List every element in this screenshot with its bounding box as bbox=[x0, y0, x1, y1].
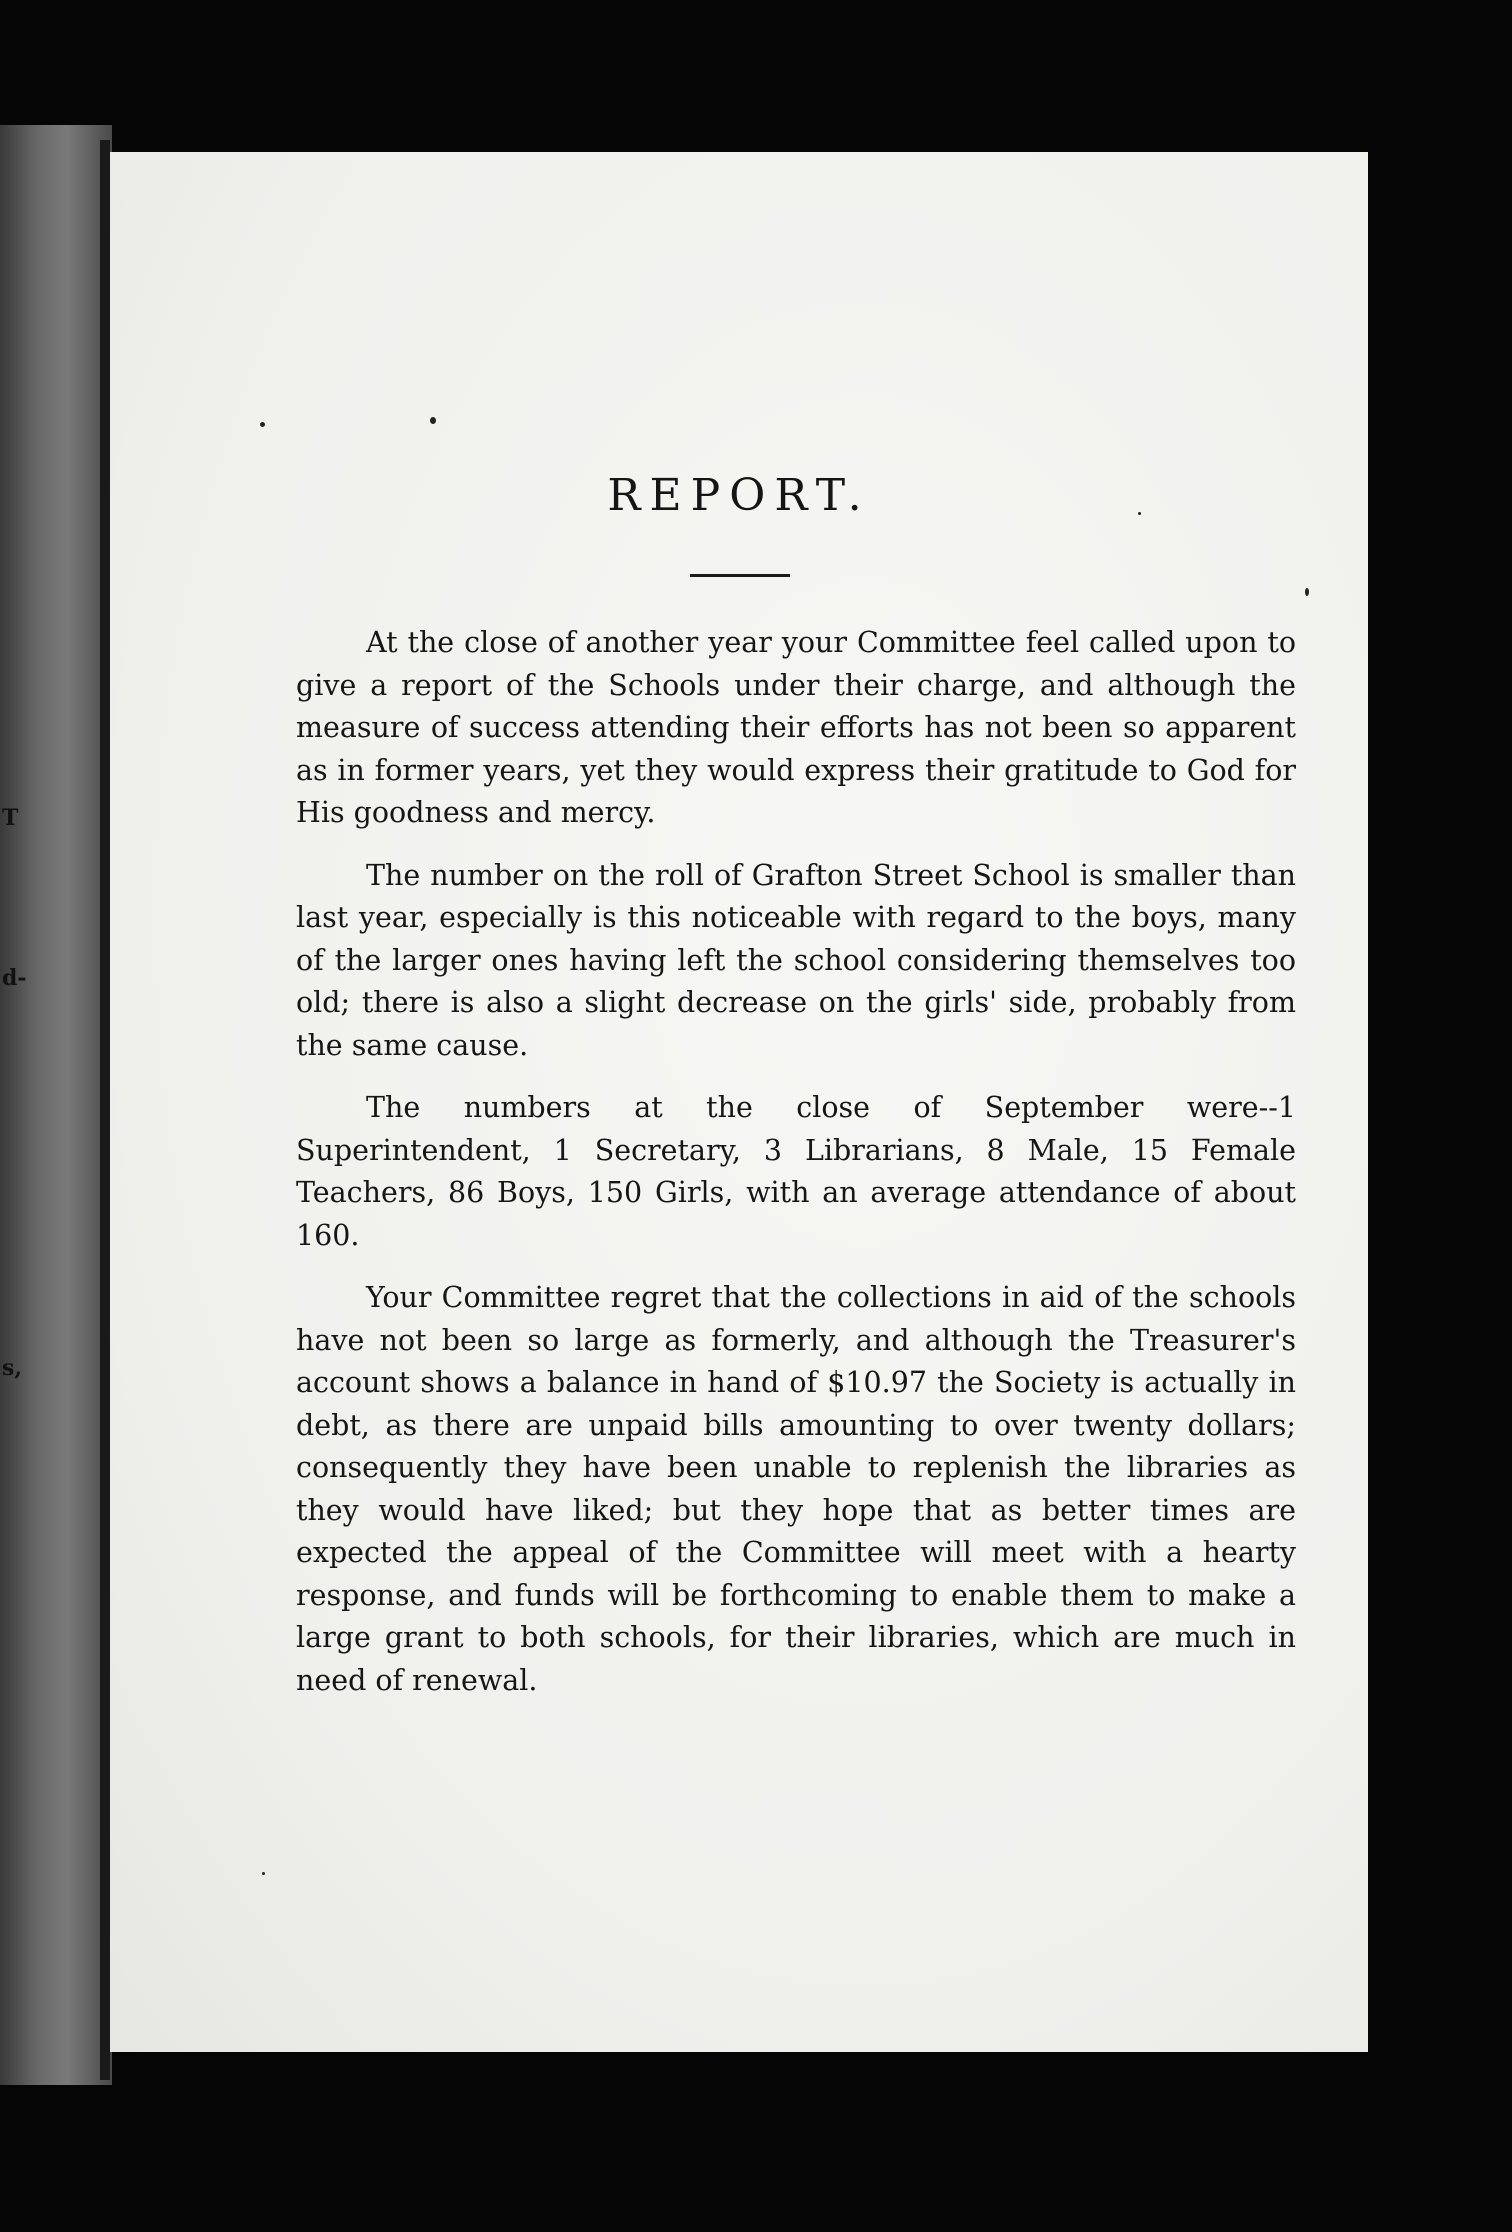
report-body bbox=[296, 622, 1296, 1722]
paragraph: At the close of another year your Committee feel called upon to give a report of the Schools under their charge, and although the measure of success attending their efforts has not been so apparent as in former years, yet they would express their gratitude to God for His goodness and mercy. bbox=[296, 626, 1296, 829]
page-gutter bbox=[100, 140, 110, 2080]
adjacent-page-fragment: T bbox=[2, 805, 19, 831]
scan-speck bbox=[262, 1872, 265, 1875]
scan-speck bbox=[430, 417, 436, 424]
adjacent-page-fragment: d- bbox=[2, 965, 27, 991]
paragraph: Your Committee regret that the collections in aid of the schools have not been so large as formerly, and although the Treasurer's account shows a balance in hand of $10.97 the Society is actually in debt, as there are unpaid bills amounting to over twenty dollars; consequently they have been unable to replenish the libraries as they would have liked; but they hope that as better times are expected the appeal of the Committee will meet with a hearty response, and funds will be forthcoming to enable them to make a large grant to both schools, for their libraries, which are much in need of renewal. bbox=[296, 1281, 1296, 1697]
scan-speck bbox=[260, 422, 265, 427]
paragraph: The numbers at the close of September were--1 Superintendent, 1 Secretary, 3 Librarians, 8 Male, 15 Female Teachers, 86 Boys, 150 Girls, with an average attendance of about 160. bbox=[296, 1091, 1296, 1252]
page-title: REPORT. bbox=[607, 470, 871, 521]
scan-speck bbox=[1138, 512, 1141, 515]
scan-speck bbox=[1305, 588, 1309, 596]
adjacent-page-fragment: s, bbox=[2, 1355, 23, 1381]
adjacent-page-edge bbox=[0, 125, 112, 2085]
document-page bbox=[110, 152, 1368, 2052]
paragraph: The number on the roll of Grafton Street School is smaller than last year, especially is this noticeable with regard to the boys, many of the larger ones having left the school considering themselves too old; there is also a slight decrease on the girls' side, probably from the same cause. bbox=[296, 858, 1296, 1062]
title-divider bbox=[690, 574, 790, 577]
